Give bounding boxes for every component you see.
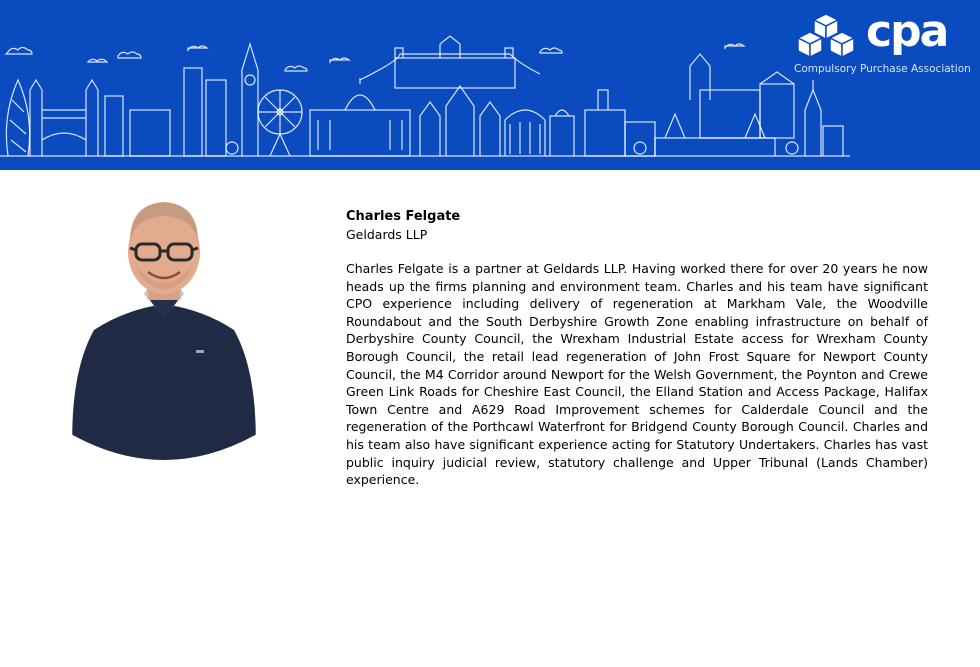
profile-bio: Charles Felgate is a partner at Geldards LLP. Having worked there for over 20 years he now heads up the firms planning and environment team. Charles and his team have significant CPO experience including delivery of regeneration at Markham Vale, the Woodville Roundabout and the South Derbyshire Growth Zone enabling infrastructure on behalf of Derbyshire County Council, the Wrexham Industrial Estate access for Wrexham County Borough Council, the retail lead regeneration of John Frost Square for Newport County Council, the M4 Corridor around Newport for the Welsh Government, the Poynton and Crewe Green Link Roads for Cheshire East Council, the Elland Station and Access Package, Halifax Town Centre and A629 Road Improvement schemes for Calderdale Council and the regeneration of the Porthcawl Waterfront for Bridgend County Borough Council. Charles and his team also have significant experience acting for Statutory Undertakers. Charles has vast public inquiry judicial review, statutory challenge and Upper Tribunal (Lands Chamber) experience. [346,261,928,488]
logo-wordmark: cpa [866,6,948,57]
cubes-logo-icon [792,12,860,60]
profile-photo [64,200,264,480]
profile-content [346,208,928,489]
profile-firm: Geldards LLP [346,227,428,242]
logo-subtitle: Compulsory Purchase Association [794,63,971,75]
profile-name: Charles Felgate [346,209,461,224]
cpa-logo[interactable] [792,6,972,82]
header-banner [0,0,980,170]
